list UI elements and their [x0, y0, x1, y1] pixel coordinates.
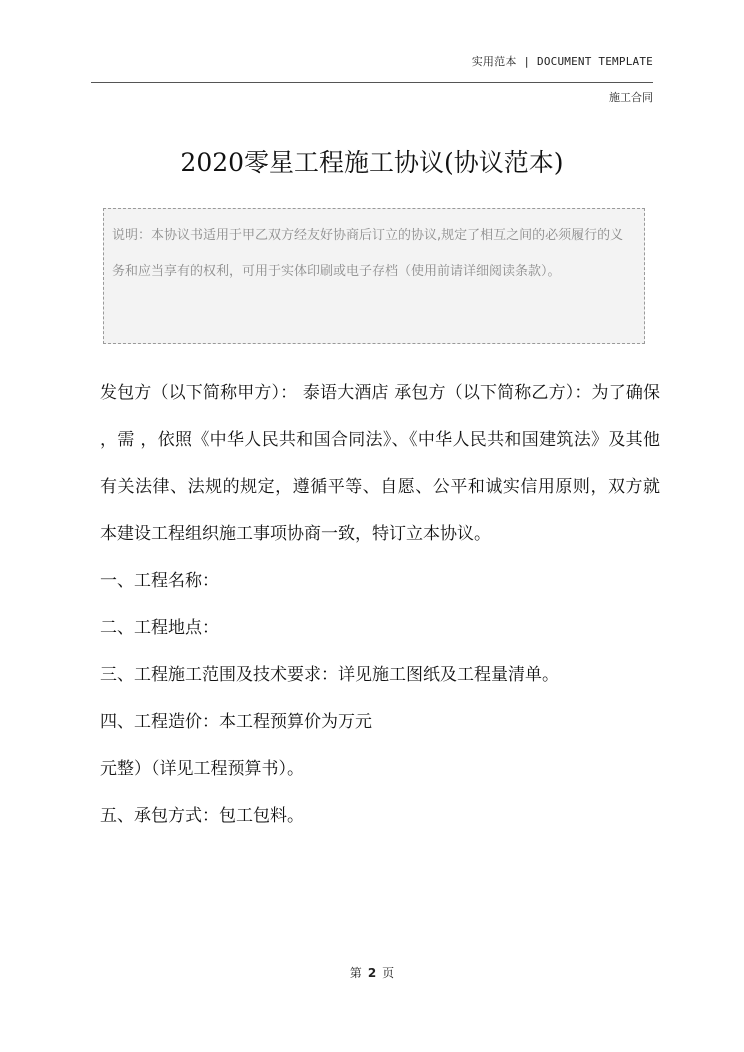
clause-project-location: 二、工程地点： — [100, 618, 219, 638]
header-category: 施工合同 — [609, 91, 653, 104]
intro-paragraph: 发包方（以下简称甲方）： 泰语大酒店 承包方（以下简称乙方）：为了确保 ，需 ，依照《中华人民共和国合同法》、《中华人民共和国建筑法》及其他有关法律、法规的规定，遵循平等、自愿、公平和诚实信用原则，双方就本建设工程组织施工事项协商一致，特订立本协议。 — [100, 383, 660, 544]
clause-project-name: 一、工程名称： — [100, 571, 219, 591]
notice-text: 说明：本协议书适用于甲乙双方经友好协商后订立的协议,规定了相互之间的必须履行的义务和应当享有的权利，可用于实体印刷或电子存档（使用前请详细阅读条款）。 — [112, 228, 624, 279]
document-title: 2020零星工程施工协议(协议范本) — [180, 148, 564, 177]
clause-cost-continued: 元整）（详见工程预算书）。 — [100, 759, 304, 779]
clause-scope: 三、工程施工范围及技术要求：详见施工图纸及工程量清单。 — [100, 665, 559, 685]
page-suffix: 页 — [382, 966, 395, 980]
page-number: 2 — [367, 966, 377, 980]
document-body — [100, 370, 660, 840]
clause-cost: 四、工程造价：本工程预算价为万元 — [100, 712, 372, 732]
header-divider — [91, 82, 653, 83]
page-footer — [0, 964, 744, 981]
clause-contract-method: 五、承包方式：包工包料。 — [100, 806, 304, 826]
header-brand: 实用范本 | DOCUMENT TEMPLATE — [471, 55, 653, 68]
page-prefix: 第 — [349, 966, 362, 980]
notice-box — [103, 208, 645, 344]
